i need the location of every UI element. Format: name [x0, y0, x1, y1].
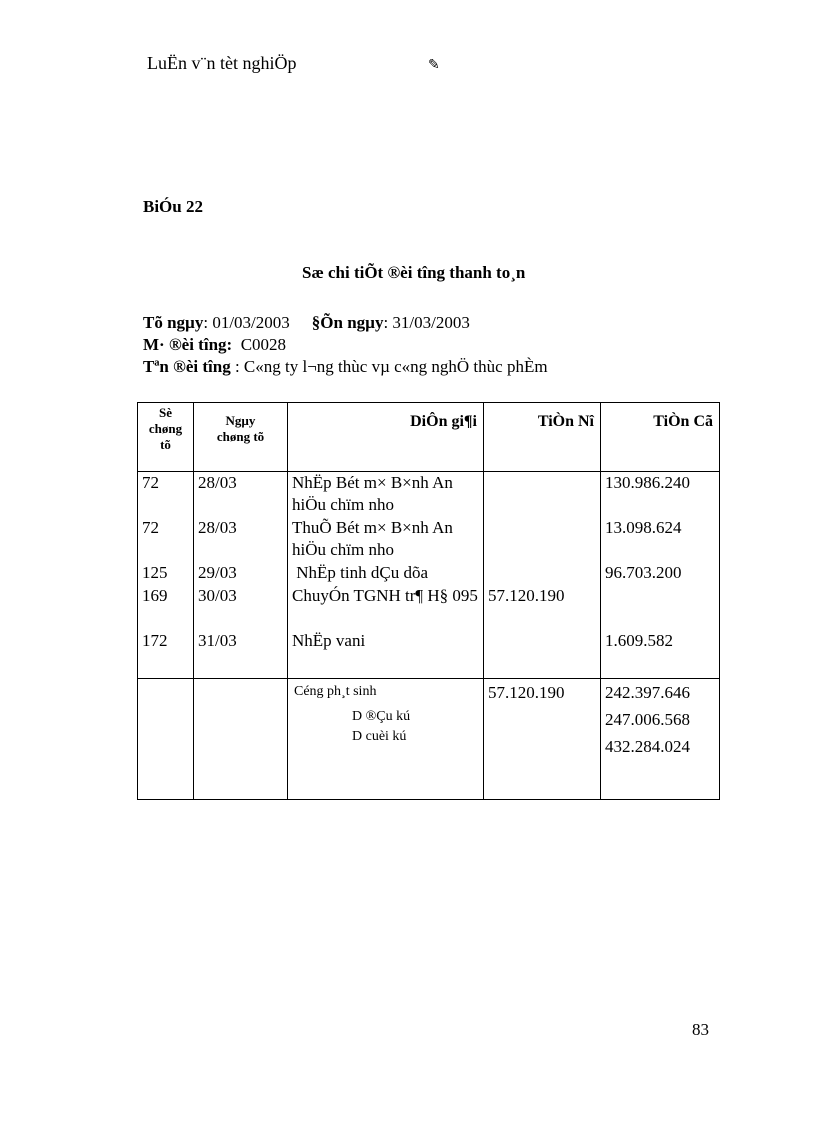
footer-doc-date: [194, 679, 288, 800]
table-row: 57.120.190: [488, 586, 565, 605]
opening-balance-credit: 247.006.568: [605, 710, 690, 729]
table-row: 169: [142, 586, 168, 605]
table-row: 30/03: [198, 586, 237, 605]
table-row: NhËp Bét m× B×nh An hiÖu chïm nho: [292, 473, 453, 514]
page-number: 83: [692, 1020, 709, 1039]
table-row: [484, 562, 600, 585]
table-row: 29/03: [198, 563, 237, 582]
header-debit: TiÒn Nî: [484, 403, 601, 472]
col-doc-no: [138, 472, 194, 679]
footer-doc-no: [138, 679, 194, 800]
table-footer-row: [138, 679, 720, 800]
table-body-row: [138, 472, 720, 679]
to-date-value: : 31/03/2003: [383, 313, 470, 332]
table-row: 172: [142, 631, 168, 650]
pen-icon: ✎: [428, 58, 440, 73]
document-title: Sæ chi tiÕt ®èi tîng thanh to¸n: [302, 263, 526, 282]
table-row: [601, 585, 719, 630]
table-row: NhËp tinh dÇu dõa: [292, 563, 428, 582]
footer-credit: [601, 679, 720, 800]
closing-balance-credit: 432.284.024: [605, 737, 690, 756]
table-row: [484, 630, 600, 653]
table-row: 28/03: [198, 473, 237, 492]
header-doc-no: Sè chøng tõ: [138, 403, 194, 472]
from-date-value: : 01/03/2003: [203, 313, 290, 332]
object-code-label: M· ®èi tîng:: [143, 335, 233, 354]
table-row: 72: [142, 473, 159, 492]
object-name-value: : C«ng ty l¬ng thùc vµ c«ng nghÖ thùc phÈm: [234, 357, 548, 376]
object-code-value: C0028: [240, 335, 287, 354]
table-row: ThuÕ Bét m× B×nh An hiÖu chïm nho: [292, 518, 453, 559]
opening-balance-label: D ®Çu kú: [352, 709, 411, 724]
table-row: 13.098.624: [605, 518, 682, 537]
header-credit: TiÒn Cã: [601, 403, 720, 472]
closing-balance-label: D cuèi kú: [352, 729, 407, 744]
table-row: [484, 472, 600, 517]
object-name-label: Tªn ®èi tîng: [143, 357, 231, 376]
object-code-line: [143, 335, 286, 355]
to-date-label: §Õn ngµy: [311, 313, 384, 332]
col-credit: [601, 472, 720, 679]
col-doc-date: [194, 472, 288, 679]
header-doc-date: Ngµy chøng tõ: [194, 403, 288, 472]
object-name-line: [143, 357, 548, 377]
table-row: 28/03: [198, 518, 237, 537]
col-description: [288, 472, 484, 679]
header-description: DiÔn gi¶i: [288, 403, 484, 472]
table-row: 130.986.240: [605, 473, 690, 492]
ledger-table: [137, 402, 720, 800]
total-debit: 57.120.190: [488, 683, 565, 702]
col-debit: [484, 472, 601, 679]
running-header: LuËn v¨n tèt nghiÖp: [147, 53, 297, 73]
table-row: [484, 517, 600, 562]
table-row: ChuyÓn TGNH tr¶ H§ 095: [292, 586, 478, 605]
total-credit: 242.397.646: [605, 683, 690, 702]
table-row: NhËp vani: [292, 631, 366, 650]
table-row: 72: [142, 518, 159, 537]
table-row: 96.703.200: [605, 563, 682, 582]
footer-debit: [484, 679, 601, 800]
total-label: Céng ph¸t sinh: [294, 684, 377, 699]
from-date-label: Tõ ngµy: [143, 313, 204, 332]
table-row: 125: [142, 563, 168, 582]
table-header-row: [138, 403, 720, 472]
table-row: 31/03: [198, 631, 237, 650]
date-range-line: [143, 313, 470, 333]
table-row: 1.609.582: [605, 631, 673, 650]
figure-label: BiÓu 22: [143, 197, 203, 216]
footer-description: [288, 679, 484, 800]
